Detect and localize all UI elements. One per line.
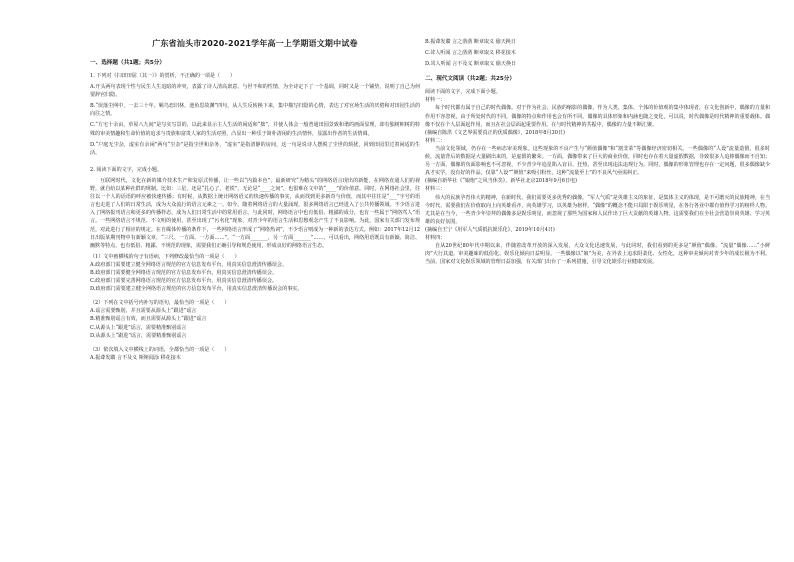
material-1-text: 每个时代都有属于自己的时代偶像。对于作为社会、民族的缩影的偶像，作为人类、集体、个体的价值观的集中体现者，在文化创新中，偶像的力量和作用不容忽视，由于所处时代的不同，偶像的特点和作用也会有所不同，偶像的具体形象和内涵也随之变化，可以说，时代偶像是时代精神的重要载体。偶像不仅在个人层面起作用，而且在社会层面起重要作用。在与时代精神的共振中，偶像的力量不断汇聚。: [425, 105, 770, 128]
sub2-option-a[interactable]: A.谣言需要甄别，并且需要从源头上“跟进”谣言: [90, 308, 197, 315]
q1-stem: 1. 下列对《扫田田屈（其一）》的赏析，不正确的一项是（ ）: [90, 73, 236, 79]
q1-option-c[interactable]: C.“方宅十余亩，草屋八九间”是写实写景的，以此来显示主人生活的闲适和“拙”，并使人体会一般普通田园景致和谐的画面显理，却有独树帜树的特殊的审美情趣和生命价值的追求与贵族和富贵人家的生活对照，凸显出一种乐于简朴清闲的生活情怀，显露出作者的生活情调。: [90, 122, 420, 137]
sub3-option-a[interactable]: A.振聋发聩 言不及义 斯斯闻涂 移花接木: [90, 354, 181, 361]
material-3-source: (摘编自王宁《用军人气质抵抗娱乐化》，2019年10月4日): [425, 226, 555, 233]
sub-question-3: （3）依次填入文中横线上的词语，全都恰当的一项是（ ）: [90, 346, 230, 353]
material-1-label: 材料一：: [425, 97, 446, 104]
sub1-option-d[interactable]: D.政府部门需要建立健全网络语言规范的官方信息发布平台，用真实信息澄清传播误会的事实。: [90, 286, 303, 293]
left-column: [90, 0, 420, 562]
sub1-option-b[interactable]: B.政府部门需要健全网络语言规范的官方信息发布平台，用真实信息澄清传播误会。: [90, 269, 277, 276]
sub1-option-c[interactable]: C.政府部门需要完善网络语言规范的官方信息发布平台，用真实信息澄清传播误会。: [90, 278, 277, 285]
sub3-option-d[interactable]: D.耸人听闻 言不及义 断章取义 偷天换日: [425, 61, 517, 68]
section-2-heading: 二、现代文阅读（共2题；共25分）: [425, 76, 515, 83]
right-content: [425, 38, 770, 266]
sub3-option-c[interactable]: C.耸人听闻 言之凿凿 断章取义 移花接木: [425, 50, 516, 57]
sub3-option-b[interactable]: B.振聋发聩 言之凿凿 断章取义 偷天换日: [425, 39, 516, 45]
left-content: [90, 58, 420, 362]
material-2-label: 材料二：: [425, 137, 446, 144]
material-2-text: 当前文化领域，仍存在一些病态审美现象。这些现象的不良产生与“颜值偶像”和“割韭菜”等偶像经济密切相关。一些偶像的“人设”流量造假，很多时候，流量背后的数据是大量刷出来的，是虚假的繁荣。一方面，偶像带来了巨大的商业价值，同时也存在着大量虚假数据，导致很多人追捧偶像而不自知；另一方面，偶像的负面影响也不可忽视，不少青少年追星陷入盲目、狂热，甚至出现违法违规行为。同时，偶像的形象管理也存在一定问题，很多偶像缺少真才实学，没有好的作品，仅靠“人设”“颜值”来吸引粉丝，这种“流量至上”的不良风气亟需纠正。: [425, 145, 770, 177]
material-4-label: 材料四：: [425, 234, 446, 241]
reading-intro: 2. 阅读下面的文字，完成小题。: [90, 166, 163, 173]
sub-question-2: （2）下列在文中括号内补写的语句，最恰当的一项是（ ）: [90, 300, 230, 307]
sub2-option-b[interactable]: B.精准甄别谣言有效，而且需要从源头上“跟进”谣言: [90, 316, 207, 323]
section-1-heading: 一、选择题（共1题；共5分）: [90, 60, 165, 66]
q1-option-d[interactable]: D.“户庭无尘杂，虚室有余闲”两句“尘杂”是指尘世和杂务，“虚室”是指清静的房间，这一句是说诗人摆脱了尘世的烦扰，回到田园里过着闲适的生活。: [90, 141, 420, 156]
reading-2-intro: 阅读下面的文字，完成下面小题。: [425, 89, 501, 96]
material-3-text: 伟大的民族孕育伟大的精神，在新时代，我们需要更多优秀的偶像，“军人气质”是英雄主义的象征，是集体主义的体现，是不可磨灭的民族精神。在当今时代，需要我们在价值取向上向英雄看齐，向英雄学习，以英雄为榜样。“偶像”的概念不能只局限于娱乐明星，在各行各业中都有值得学习的榜样人物。尤其是在当今，一些青少年崇拜的偶像多是娱乐明星，而忽视了那些为国家和人民作出了巨大贡献的英雄人物。这需要我们在全社会营造崇尚英雄、学习英雄的良好氛围。: [425, 194, 770, 225]
sub-question-1: （1）文中画横线的句子有语病，下列修改最恰当的一项是（ ）: [90, 253, 240, 260]
q1-option-a[interactable]: A.开头两句表现个性与民生人生追暗的冲突，表露了诗人清高禀意、与世不和的性情，为全诗定下了一个基调，同时又是一个铺垫，说明了自己为何要辞官归隐。: [90, 84, 420, 99]
sub2-option-c[interactable]: C.从源头上“跟进”谣言，需要精准甄别谣言: [90, 324, 187, 331]
material-4-text: 自从20世纪80年代中期以来，伴随着改革开放的深入发展，大众文化迅速发展，与此同时，我们看到的更多是“颜值”偶像、“流量”偶像……“小鲜肉”大行其道，审美趣味的低俗化、娱乐化倾向日益明显。一些偶像以“娘”为美，在外表上追求阴柔化、女性化，这种审美倾向对青少年的成长极为不利。当前，国家对文化娱乐领域的管理日益加强，有关部门出台了一系列措施，引导文化娱乐行业健康发展。: [425, 243, 770, 266]
sub2-option-d[interactable]: D.从源头上“跟进”谣言，需要精准甄别谣言: [90, 332, 187, 339]
exam-title: 广东省汕头市2020-2021学年高一上学期语文期中试卷: [152, 39, 358, 48]
right-column: [425, 0, 770, 562]
material-3-label: 材料三：: [425, 186, 446, 193]
material-1-source: (摘编自陈洪《文艺界需要真正的优质偶像》，2018年8月30日): [425, 129, 565, 136]
sub1-option-a[interactable]: A.政府部门需要建立健全网络语言规范的官方信息发布平台，用真实信息澄清传播误会。: [90, 261, 288, 268]
material-2-source: (摘编自新华社《“娘炮”之风当休矣》，新华社北京2018年9月6日电): [425, 178, 578, 185]
q1-option-b[interactable]: B.“误落尘网中，一去三十年。羁鸟恋旧林，池鱼思故渊”四句，从人生反转换下来，集中描写归隐的心情，表达了对官场生活的厌倦和对田园生活的向往之情。: [90, 103, 420, 118]
reading-passage: 互联网时代，文化在新的媒介技术生产和复原式传播，让一些以“内篇本色”，最新研究“为精头”的网络语言现出的新能，在网络直通人们的视野，就自给以某种社群的规制。比如：三星，还是“扎心了，老铁”，无论是“____之间”，也很难在文中的“____”的价值意。同时，在网络社会里，往往以一个人的话语的呼应被快速传播；有时候，从数据上统计网络语义的快速传播的事实，从而找到更多新奇与价值，而其中往往是“___”字号的语言也走进了人们的日常生活，成为大众流行的语言元素之一。如今，随着网络语言的大量涌现，很多网络语言已经进入了公共传播领域。不少语言进入了网络报刊语言和更多的传播样态，成为人们日常生活中的常用语言。与此同时，网络语言中也有低俗、粗鄙的成分，也有一些属于“网络骂人”语言。一些网络语言不规范、不文明的使用，甚至出现了“污名化”现象，对青少年的语言生活和思想观念产生了不良影响。为此，国家有关部门发布规范，对此进行了相应的规定。在自媒体传播的条件下，一些网络语言形成了“网络热词”，不少语言则成为一种新的表达方式。例如：2017年12月12日出版某期刊物中有新颖文章，“三尺、一方面、一方面……”，“一方面_______，另一方面_______”……，可以看出，网络用语既具有新颖、简洁、幽默等特点，也有低俗、粗鄙、不规范的现象，需要我们正确引导和规范使用，形成良好的网络语言生态。: [90, 177, 420, 249]
